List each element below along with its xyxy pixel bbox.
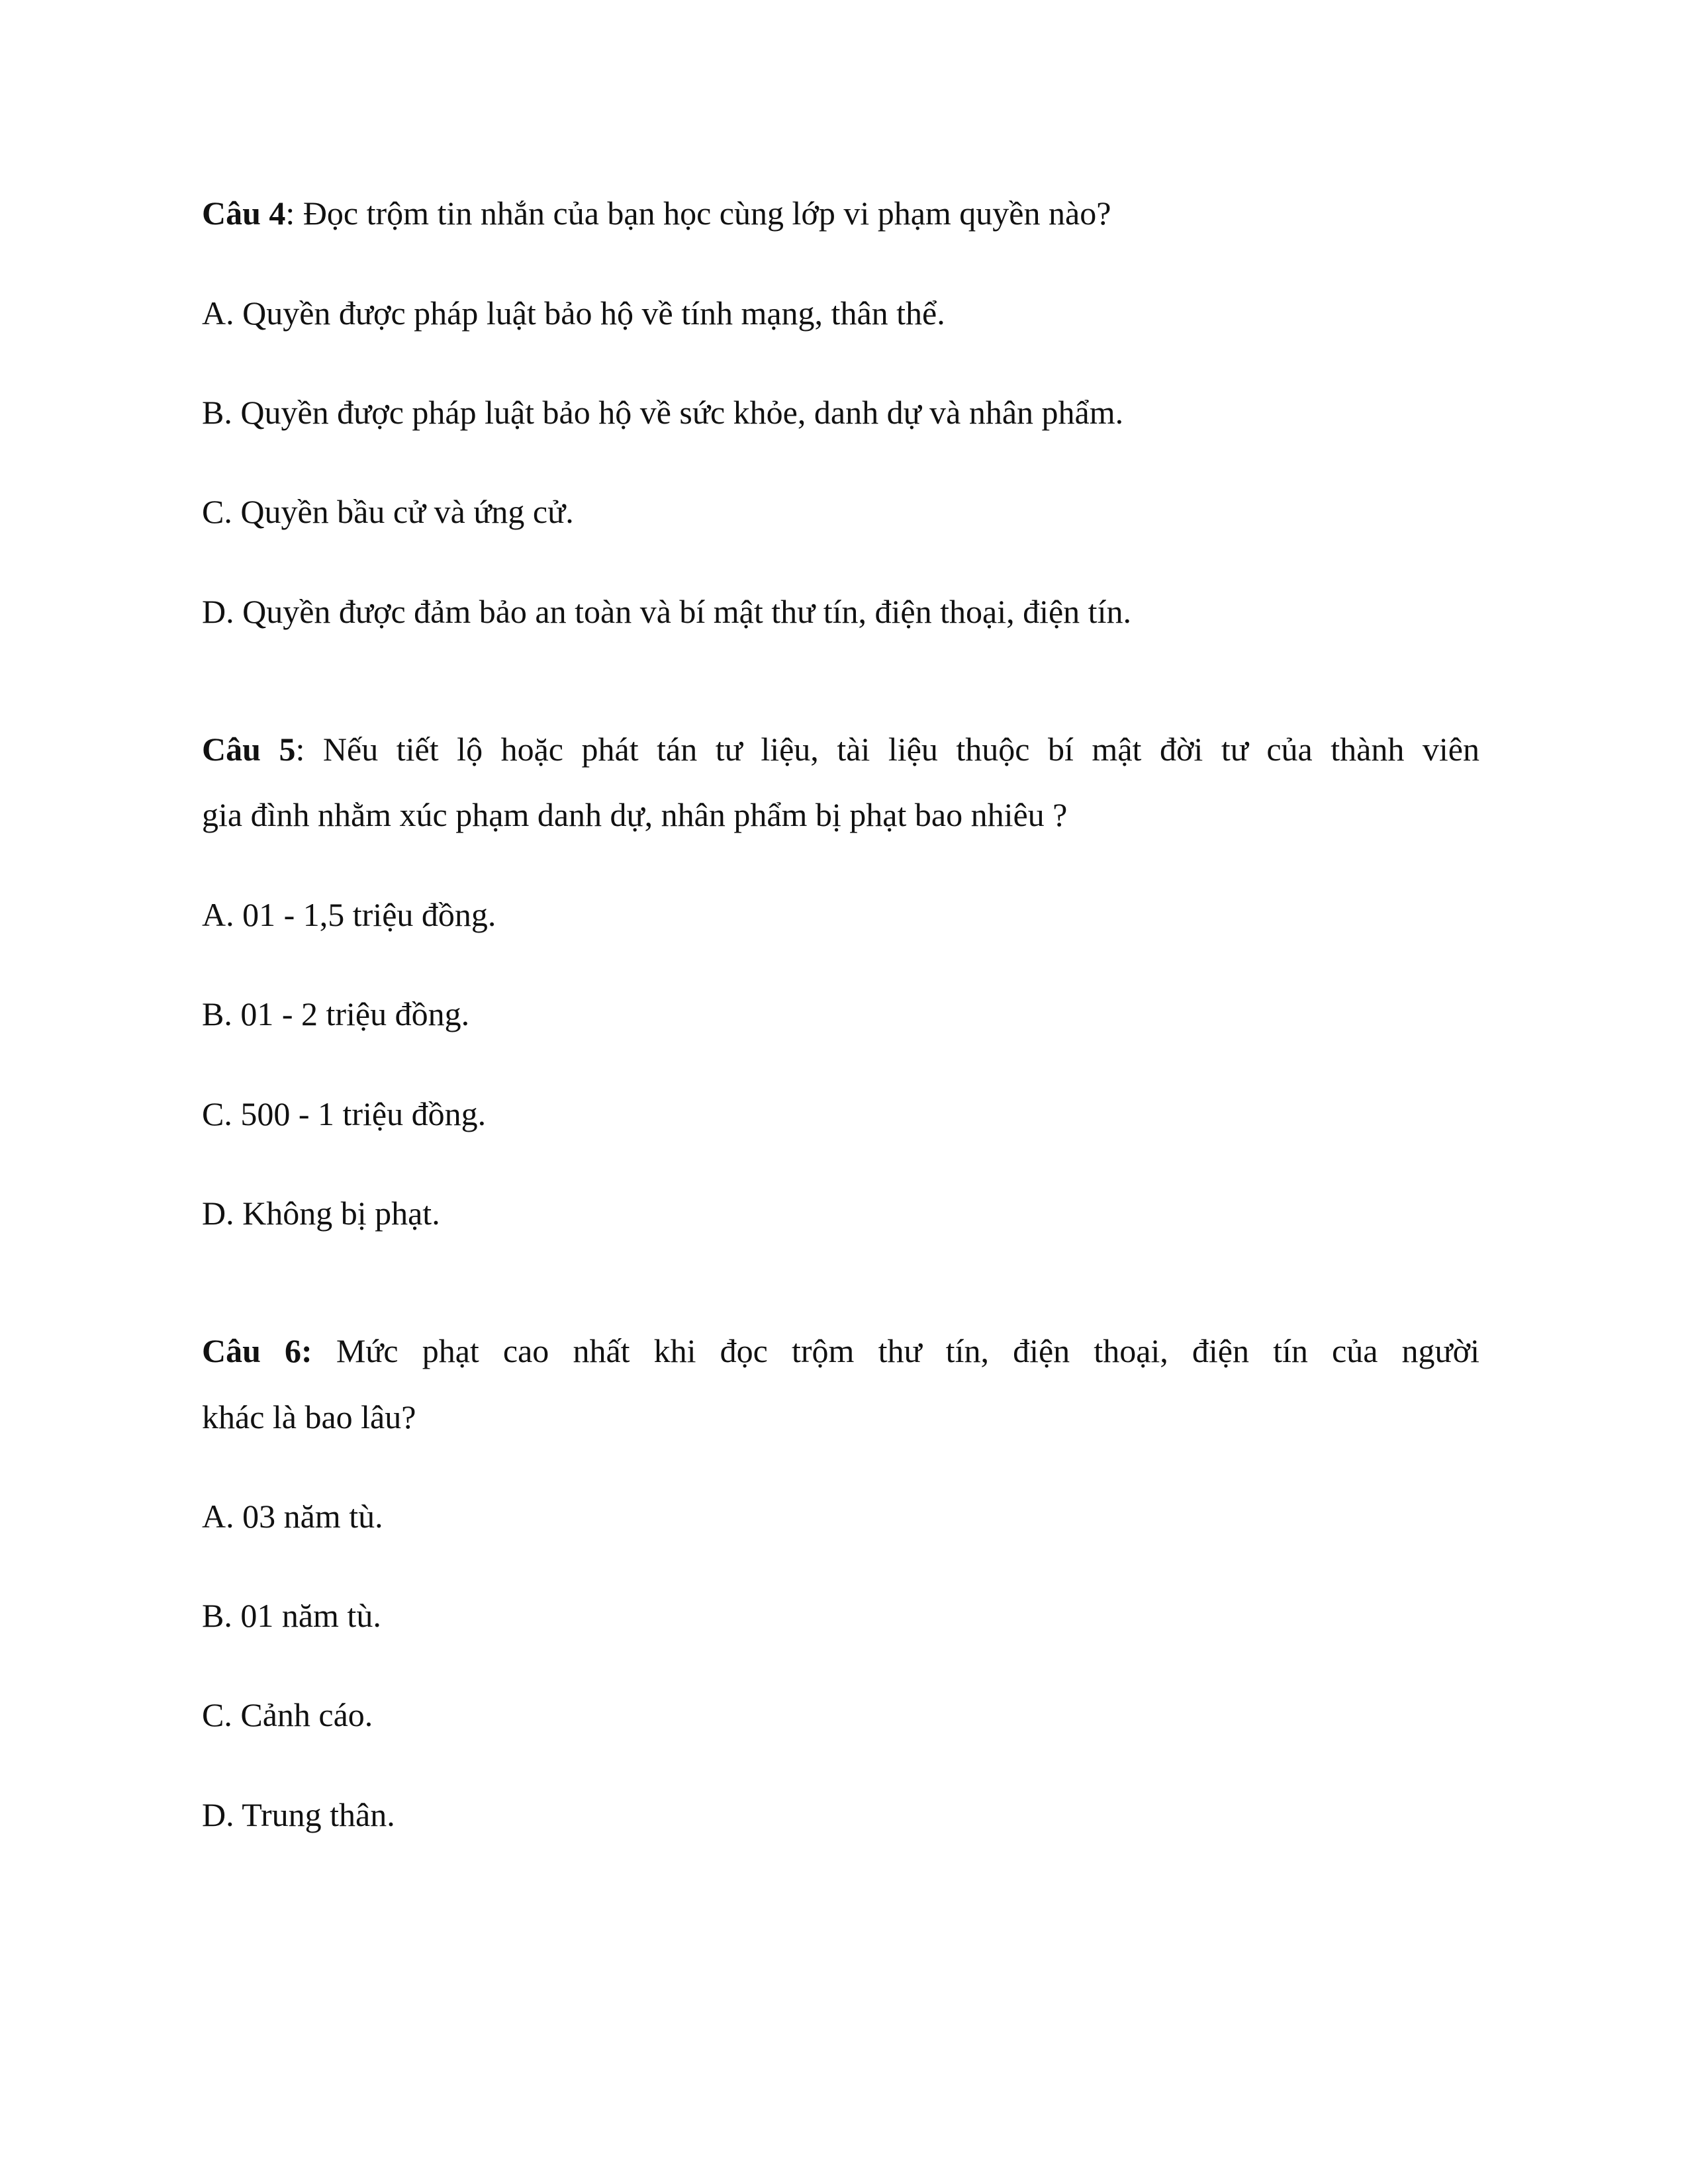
- question-6-option-a: A. 03 năm tù.: [202, 1498, 383, 1535]
- question-4-separator: :: [285, 195, 295, 232]
- question-4-option-c: C. Quyền bầu cử và ứng cử.: [202, 493, 574, 530]
- question-6-text-line-1: Mức phạt cao nhất khi đọc trộm thư tín, điện thoại, điện tín của người: [312, 1332, 1479, 1369]
- question-6-stem-line-1: [202, 1331, 1479, 1371]
- question-5-option-c: C. 500 - 1 triệu đồng.: [202, 1095, 487, 1132]
- question-5-label: Câu 5: [202, 731, 296, 768]
- question-6-option-b: B. 01 năm tù.: [202, 1597, 381, 1634]
- question-4-option-d: D. Quyền được đảm bảo an toàn và bí mật thư tín, điện thoại, điện tín.: [202, 593, 1131, 630]
- question-4-option-a: A. Quyền được pháp luật bảo hộ về tính mạng, thân thể.: [202, 295, 945, 332]
- question-6-stem-line-2: khác là bao lâu?: [202, 1398, 416, 1435]
- question-5-separator: :: [295, 731, 305, 768]
- question-5-option-a: A. 01 - 1,5 triệu đồng.: [202, 896, 496, 933]
- question-4-label: Câu 4: [202, 195, 286, 232]
- question-5-text-line-1: Nếu tiết lộ hoặc phát tán tư liệu, tài liệu thuộc bí mật đời tư của thành viên: [305, 731, 1480, 768]
- question-5-option-b: B. 01 - 2 triệu đồng.: [202, 995, 470, 1032]
- question-4-stem: [202, 193, 1479, 233]
- question-6-option-c: C. Cảnh cáo.: [202, 1696, 373, 1733]
- question-4-text: Đọc trộm tin nhắn của bạn học cùng lớp vi phạm quyền nào?: [295, 195, 1111, 232]
- question-4-option-b: B. Quyền được pháp luật bảo hộ về sức khỏe, danh dự và nhân phẩm.: [202, 394, 1124, 431]
- question-5-option-d: D. Không bị phạt.: [202, 1195, 440, 1232]
- question-6-option-d: D. Trung thân.: [202, 1796, 395, 1833]
- question-5-stem-line-2: gia đình nhằm xúc phạm danh dự, nhân phẩm bị phạt bao nhiêu ?: [202, 796, 1068, 833]
- question-6-label: Câu 6:: [202, 1332, 312, 1369]
- question-5-stem-line-1: [202, 729, 1479, 769]
